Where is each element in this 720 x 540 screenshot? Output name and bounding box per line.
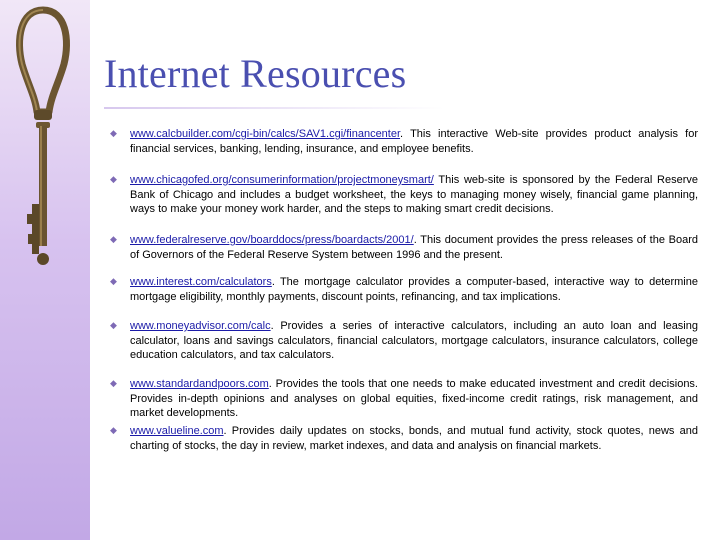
resource-description: . This document provides the press releases of the Board of Governors of the Federal Reserve System between 1996 and the present. xyxy=(130,234,698,261)
diamond-bullet-icon: ◆ xyxy=(110,320,117,330)
resource-description: This web-site is sponsored by the Federal Reserve Bank of Chicago and includes a budget worksheet, the keys to managing money wisely, financial game planning, ways to make your money work harder, and the steps to making smart credit decisions. xyxy=(130,174,698,216)
resource-description: . The mortgage calculator provides a computer-based, interactive way to determine mortgage eligibility, monthly payments, discount points, refinancing, and tax implications. xyxy=(130,276,698,303)
diamond-bullet-icon: ◆ xyxy=(110,234,117,244)
resource-link[interactable]: www.valueline.com xyxy=(130,425,224,437)
resource-link[interactable]: www.federalreserve.gov/boarddocs/press/boardacts/2001/ xyxy=(130,234,414,246)
list-item-text xyxy=(130,319,698,363)
diamond-bullet-icon: ◆ xyxy=(110,128,117,138)
resource-link[interactable]: www.standardandpoors.com xyxy=(130,378,269,390)
resource-description: . This interactive Web-site provides product analysis for financial services, banking, lending, insurance, and employee benefits. xyxy=(130,128,698,155)
diamond-bullet-icon: ◆ xyxy=(110,276,117,286)
diamond-bullet-icon: ◆ xyxy=(110,425,117,435)
antique-key-image xyxy=(8,4,78,269)
list-item-text xyxy=(130,173,698,217)
resource-link[interactable]: www.interest.com/calculators xyxy=(130,276,272,288)
resource-link[interactable]: www.chicagofed.org/consumerinformation/projectmoneysmart/ xyxy=(130,174,434,186)
list-item-text xyxy=(130,233,698,262)
list-item-text xyxy=(130,377,698,421)
resource-description: . Provides daily updates on stocks, bonds, and mutual fund activity, stock quotes, news and charting of stocks, the day in review, market indexes, and data and analysis on financial markets. xyxy=(130,425,698,452)
resource-link[interactable]: www.calcbuilder.com/cgi-bin/calcs/SAV1.cgi/financenter xyxy=(130,128,401,140)
diamond-bullet-icon: ◆ xyxy=(110,378,117,388)
resource-description: . Provides a series of interactive calculators, including an auto loan and leasing calculator, loans and savings calculators, financial calculators, mortgage calculators, insurance calculators, college education calculators, and tax calculators. xyxy=(130,320,698,362)
slide-title: Internet Resources xyxy=(104,51,407,96)
title-underline xyxy=(104,107,444,109)
diamond-bullet-icon: ◆ xyxy=(110,174,117,184)
resource-link[interactable]: www.moneyadvisor.com/calc xyxy=(130,320,271,332)
resource-description: . Provides the tools that one needs to make educated investment and credit decisions. Provides in-depth opinions and analyses on global equities, fixed-income credit ratings, risk management, and market developments. xyxy=(130,378,698,420)
list-item-text xyxy=(130,127,698,156)
list-item-text xyxy=(130,424,698,453)
left-accent-band xyxy=(0,0,90,540)
list-item-text xyxy=(130,275,698,304)
